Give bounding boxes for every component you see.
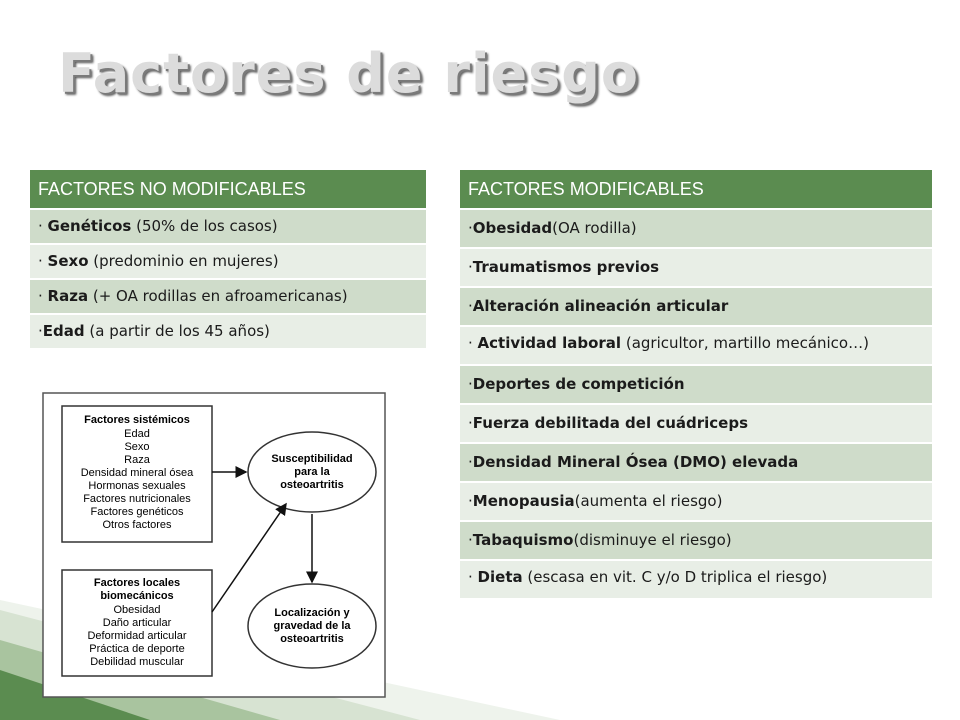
table-row: · Genéticos (50% de los casos) (30, 208, 426, 243)
modifiable-factors-table (460, 170, 932, 598)
systemic-item: Hormonas sexuales (88, 480, 186, 492)
table-row: · Alteración alineación articular (460, 286, 932, 325)
table-row: · Obesidad (OA rodilla) (460, 208, 932, 247)
local-item: Práctica de deporte (89, 643, 185, 655)
table-row: ·Edad (a partir de los 45 años) (30, 313, 426, 348)
table-row: · Raza (+ OA rodillas en afroamericanas) (30, 278, 426, 313)
table-header: FACTORES NO MODIFICABLES (30, 170, 426, 208)
table-row: · Traumatismos previos (460, 247, 932, 286)
table-row: · Densidad Mineral Ósea (DMO) elevada (460, 442, 932, 481)
localization-label: gravedad de la (273, 620, 351, 632)
local-title: Factores locales (93, 577, 181, 589)
systemic-title: Factores sistémicos (84, 414, 190, 426)
systemic-item: Raza (124, 454, 150, 466)
systemic-item: Otros factores (102, 519, 172, 531)
local-item: Daño articular (102, 617, 172, 629)
systemic-item: Densidad mineral ósea (80, 467, 194, 479)
table-row: · Dieta (escasa en vit. C y/o D triplica el riesgo) (460, 559, 932, 598)
local-title: biomecánicos (100, 590, 174, 602)
table-row: · Fuerza debilitada del cuádriceps (460, 403, 932, 442)
local-item: Deformidad articular (87, 630, 187, 642)
page-title: Factores de riesgo (58, 42, 640, 105)
localization-label: osteoartritis (280, 633, 344, 645)
systemic-item: Sexo (124, 441, 150, 453)
table-row: · Deportes de competición (460, 364, 932, 403)
local-item: Obesidad (113, 604, 161, 616)
susceptibility-label: Susceptibilidad (271, 453, 353, 465)
susceptibility-label: osteoartritis (280, 479, 344, 491)
systemic-item: Factores genéticos (90, 506, 184, 518)
table-row: · Tabaquismo (disminuye el riesgo) (460, 520, 932, 559)
systemic-item: Edad (124, 428, 150, 440)
osteoarthritis-risk-diagram (42, 392, 386, 698)
systemic-item: Factores nutricionales (83, 493, 191, 505)
table-row: · Menopausia (aumenta el riesgo) (460, 481, 932, 520)
non-modifiable-factors-table (30, 170, 426, 348)
table-row: · Actividad laboral (agricultor, martillo mecánico…) (460, 325, 932, 364)
susceptibility-label: para la (294, 466, 330, 478)
local-item: Debilidad muscular (90, 656, 184, 668)
table-header: FACTORES MODIFICABLES (460, 170, 932, 208)
table-row: · Sexo (predominio en mujeres) (30, 243, 426, 278)
localization-label: Localización y (274, 607, 350, 619)
